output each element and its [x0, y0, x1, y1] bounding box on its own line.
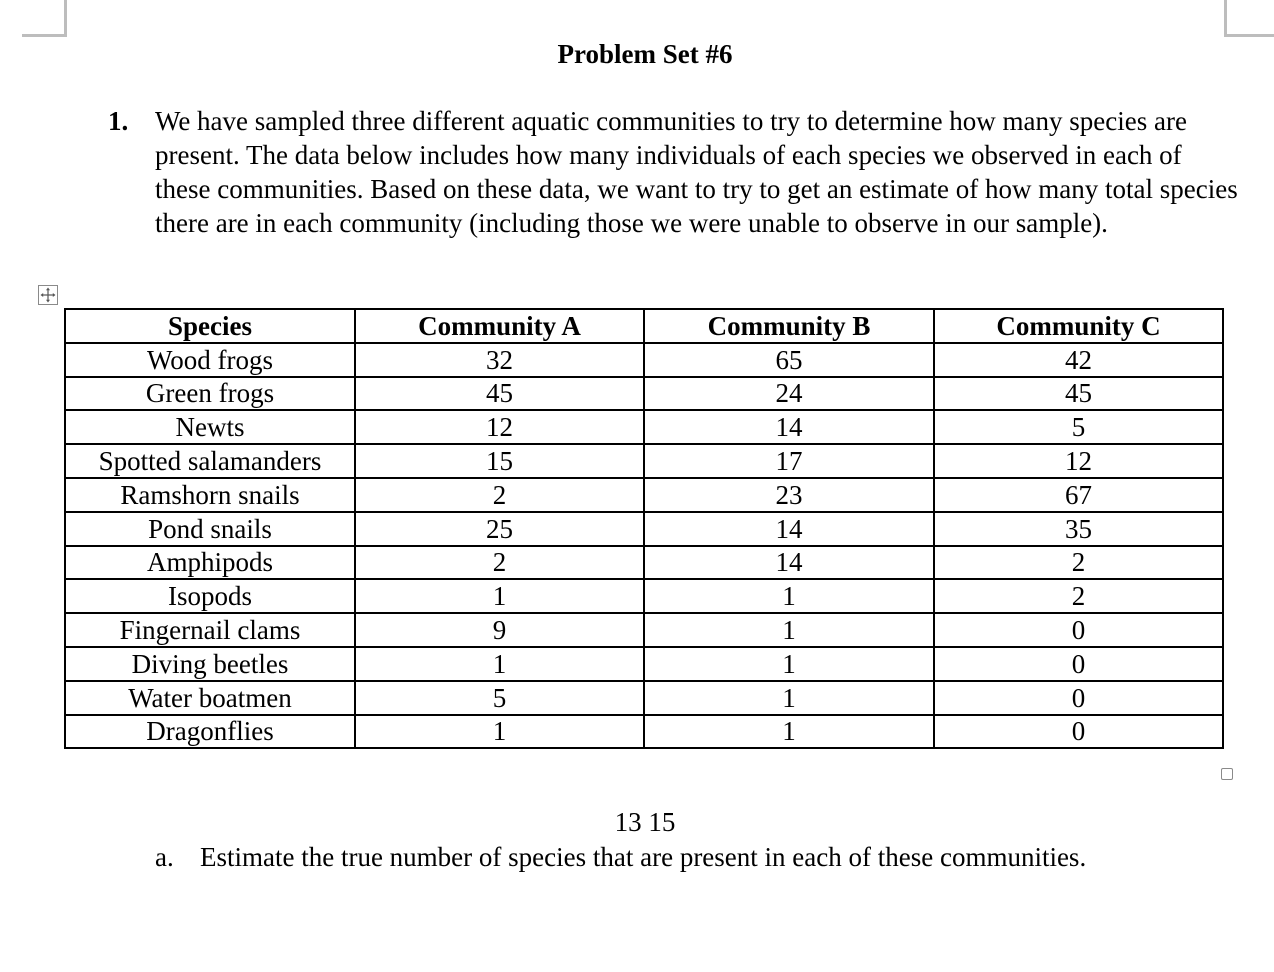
table-row: [65, 478, 1223, 512]
community-b-cell: 1: [644, 715, 934, 749]
table-header-row: [65, 309, 1223, 343]
community-b-cell: 17: [644, 444, 934, 478]
page-title: Problem Set #6: [557, 39, 733, 69]
community-c-cell: 0: [934, 647, 1223, 681]
community-b-cell: 24: [644, 377, 934, 411]
question-1: [108, 104, 1238, 240]
subquestion-text: Estimate the true number of species that are present in each of these communities.: [200, 842, 1087, 872]
species-cell: Isopods: [65, 579, 355, 613]
crop-mark-top-left: [22, 0, 67, 37]
header-species: Species: [65, 309, 355, 343]
table-row: [65, 647, 1223, 681]
community-c-cell: 0: [934, 715, 1223, 749]
community-a-cell: 12: [355, 410, 644, 444]
species-cell: Fingernail clams: [65, 613, 355, 647]
question-text: We have sampled three different aquatic communities to try to determine how many species are present. The data below includes how many individuals of each species we observed in each of these communities. Based on these data, we want to try to get an estimate of how many total species there are in each community (including those we were unable to observe in our sample).: [155, 106, 1238, 238]
community-c-cell: 35: [934, 512, 1223, 546]
community-b-cell: 1: [644, 579, 934, 613]
community-c-cell: 5: [934, 410, 1223, 444]
community-c-cell: 0: [934, 613, 1223, 647]
community-b-cell: 14: [644, 546, 934, 580]
table-row: [65, 546, 1223, 580]
table-row: [65, 377, 1223, 411]
table-row: [65, 343, 1223, 377]
table-resize-handle[interactable]: [1221, 768, 1233, 780]
community-c-cell: 0: [934, 681, 1223, 715]
community-c-cell: 42: [934, 343, 1223, 377]
community-c-cell: 67: [934, 478, 1223, 512]
community-a-cell: 1: [355, 579, 644, 613]
species-cell: Wood frogs: [65, 343, 355, 377]
species-cell: Pond snails: [65, 512, 355, 546]
community-c-cell: 2: [934, 579, 1223, 613]
species-cell: Amphipods: [65, 546, 355, 580]
subquestion-a: [155, 840, 1086, 874]
subquestion-label: a.: [155, 842, 174, 872]
inline-note: 13 15: [614, 807, 676, 837]
table-row: [65, 681, 1223, 715]
community-c-cell: 2: [934, 546, 1223, 580]
table-move-handle[interactable]: [38, 285, 58, 305]
community-b-cell: 1: [644, 613, 934, 647]
table-row: [65, 613, 1223, 647]
species-cell: Water boatmen: [65, 681, 355, 715]
species-table: [64, 308, 1224, 749]
community-b-cell: 1: [644, 647, 934, 681]
community-a-cell: 25: [355, 512, 644, 546]
species-cell: Green frogs: [65, 377, 355, 411]
community-b-cell: 1: [644, 681, 934, 715]
community-c-cell: 45: [934, 377, 1223, 411]
table-row: [65, 715, 1223, 749]
species-cell: Dragonflies: [65, 715, 355, 749]
community-a-cell: 45: [355, 377, 644, 411]
crop-mark-top-right: [1224, 0, 1274, 37]
community-b-cell: 23: [644, 478, 934, 512]
species-cell: Ramshorn snails: [65, 478, 355, 512]
community-a-cell: 32: [355, 343, 644, 377]
move-arrows-icon: [39, 286, 57, 304]
table-row: [65, 444, 1223, 478]
species-cell: Spotted salamanders: [65, 444, 355, 478]
community-b-cell: 65: [644, 343, 934, 377]
community-a-cell: 15: [355, 444, 644, 478]
species-cell: Diving beetles: [65, 647, 355, 681]
community-c-cell: 12: [934, 444, 1223, 478]
table-row: [65, 512, 1223, 546]
header-community-b: Community B: [644, 309, 934, 343]
community-b-cell: 14: [644, 512, 934, 546]
species-cell: Newts: [65, 410, 355, 444]
community-a-cell: 2: [355, 546, 644, 580]
community-a-cell: 1: [355, 647, 644, 681]
community-a-cell: 5: [355, 681, 644, 715]
table-row: [65, 579, 1223, 613]
community-b-cell: 14: [644, 410, 934, 444]
community-a-cell: 2: [355, 478, 644, 512]
question-number: 1.: [108, 106, 129, 136]
table-row: [65, 410, 1223, 444]
community-a-cell: 9: [355, 613, 644, 647]
community-a-cell: 1: [355, 715, 644, 749]
header-community-a: Community A: [355, 309, 644, 343]
header-community-c: Community C: [934, 309, 1223, 343]
